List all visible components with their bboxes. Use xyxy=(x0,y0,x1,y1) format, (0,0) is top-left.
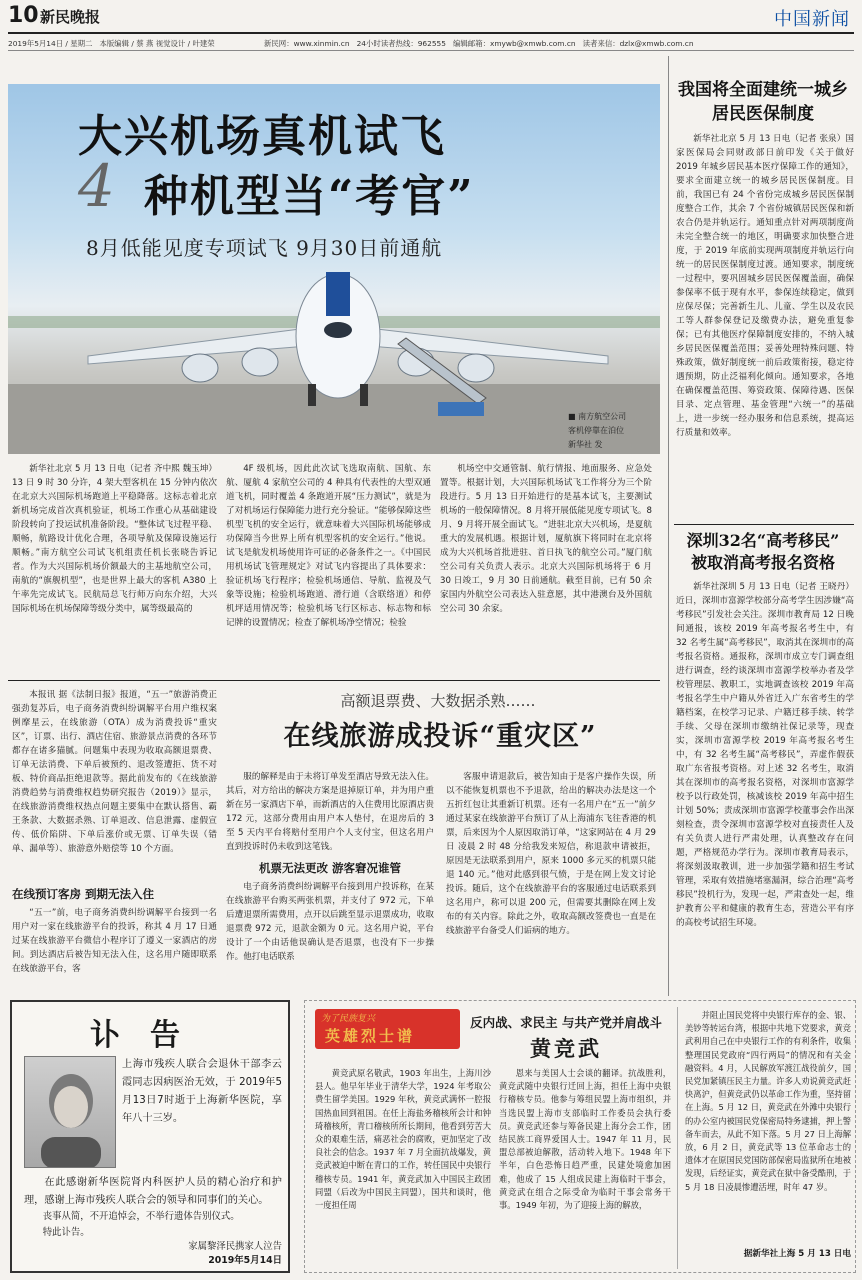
gaokao-title-line2: 被取消高考报名资格 xyxy=(690,553,835,572)
lead-photo xyxy=(8,84,660,454)
column-divider xyxy=(668,56,669,996)
obituary-signoff: 家属黎泽民携家人泣告 xyxy=(188,1241,282,1252)
hero-body-col2: 恩来与美国人士会谈的翻译。抗战胜利，黄竞武随中央银行迁回上海，担任上海中央银行稽核专员。他参与筹组民盟上海市组织，并当选民盟上海市支部临时工作委员会执行委员。黄竞武还参与筹备民建上海分会工作，团结民族工商界爱国人士。1947 年 11 月，民盟总部被迫解散，活动转入地下。1948 年下半年，白色恐怖日趋严重，民建处境愈加困难，他成了 15 人组成民建上海临时干事会，黄竞武在组合之际受命为临时干事会常务干事。1949 年初，为了迎接上海的解放， xyxy=(499,1068,671,1211)
editor-email: 编辑邮箱：xmywb@xmwb.com.cn xyxy=(453,39,576,48)
hero-kicker: 反内战、求民主 与共产党并肩战斗 xyxy=(470,1015,662,1030)
travel-body-col2-top: 服的解释是由于未将订单发至酒店导致无法入住。其后，对方给出的解决方案是退掉原订单，并为用户重新在另一家酒店下单，而新酒店的入住费用比原酒店贵 172 元，这部分费用由用户本人垫付，在退房后的 3 至 5 天内平台将赔付至用户个人支付宝，但这名用户直到投诉时仍未收到这笔钱。 xyxy=(226,772,434,852)
hero-name: 黄竞武 xyxy=(530,1036,602,1061)
obituary-body1: 上海市残疾人联合会退休干部李云霞同志因病医治无效，于 2019年5月13日7时逝于上海新华医院，享年八十三岁。 xyxy=(122,1059,282,1124)
travel-body-col1-top: 本报讯 据《法制日报》报道，“五一”旅游消费正强劲复苏后，电子商务消费纠纷调解平台用户维权案例摩星云，在线旅游（OTA）成为消费投诉“重灾区”，订票、出行、酒店住宿、旅游景点消费的各环节都存在诸多猫腻。问题集中表现为收取高额退票费、订单无法消费、下单后被预约、退改签遭拒、货不对板、特价商品拒绝退款等。据此前发布的《在线旅游消费趋势与消费维权趋势研究报告（2019）》显示，在线旅游消费维权热点问题主要集中在默认搭售、霸王条款、大数据杀熟、订单退改、信息泄露、虚假宣传、低价陷阱、下单后涨价或无票、订单失误（错单、漏单等）、旅游意外赔偿等 10 个方面。 xyxy=(12,690,217,854)
obituary-body2: 在此感谢新华医院肾内科医护人员的精心治疗和护理，感谢上海市残疾人联合会的领导和同事们的关心。 xyxy=(24,1177,282,1206)
hero-col-divider xyxy=(677,1007,678,1269)
medical-title: 我国将全面建统一城乡居民医保制度 xyxy=(678,80,848,124)
lead-body-col3: 机场空中交通管制、航行情报、地面服务、应急处置等。根据计划，大兴国际机场试飞工作将分为三个阶段进行。5 月 13 日开始进行的是基本试飞，主要测试机场的一般保障情况。8 月将开展低能见度专项试飞。8 月、9 月将开展全面试飞。“进驻北京大兴机场，是夏航重大的发展机遇。根据计划，厦航旗下将同时在北京将成为大兴机场首批进驻、首日执飞的航空公司。”厦门航空公司有关负责人表示。北京大兴国际机场将于 6 月 30 日竣工，9 月 30 日前通航。截至目前，已有 50 余家国内外航空公司表达入驻意愿，其中港澳台及外国航空公司 30 余家。 xyxy=(440,464,652,614)
section-title: 中国新闻 xyxy=(774,9,850,30)
obituary-body3: 丧事从简，不开追悼会，不举行遗体告别仪式。 xyxy=(42,1211,240,1222)
gaokao-body: 新华社深圳 5 月 13 日电（记者 王晓丹）近日，深圳市富源学校部分高考学生因涉嫌“高考移民”引发社会关注。深圳市教育局 12 日晚间通报，该校 2019 年高考报名考生中，有 32 名考生属“高考移民”，取消其在深圳市的高考报名资格。通报称，深圳市成立专门调查组进行调查，经约谈深圳市富源学校举办者及学校管理层、教职工，实地调查该校 2019 年高考报名学生中户籍从外省迁入广东省考生的学籍档案，在校学习记录、户籍迁移手续、转学手续、父母在深圳市缴纳社保记录等，现查实，深圳市富源学校 2019 年高考报名考生中，有 32 名考生属“高考移民”，弄虚作假获取广东省报考资格。对上述 32 名考生，取消其在深圳市的高考报名资格，对深圳市富源学校予以行政处罚，核减该校 2019 年高中招生计划 50%；责成深圳市富源学校董事会作出深刻检查，责令深圳市富源学校对直接责任人及有关负责人进行严肃处理，认真整改存在问题，严格规范办学行为。深圳市教育局表示，将深刻汲取教训，进一步加强学籍和招生考试管理，采取有效措施堵塞漏洞，综合治理“高考移民”投机行为，发现一起，严肃查处一起，维护教育公平和健康的教育生态，营造公平有序的高校考试招生环境。 xyxy=(676,582,854,928)
website: 新民网：www.xinmin.cn xyxy=(264,39,350,48)
hotline: 24小时读者热线：962555 xyxy=(356,39,446,48)
lead-body-col2: 4F 级机场，因此此次试飞选取南航、国航、东航、厦航 4 家航空公司的 4 种具有代表性的大型双通道飞机，同时覆盖 4 条跑道开展“压力测试”，就是为了对机场运行保障能力进行充分验证。“能够保障这些机型飞机的安全运行，就意味着大兴国际机场能够成功保障当今世界上所有机型客机的安全运行。”他说。试飞是航发机场使用许可证的必备条件之一。《中国民用机场试飞管理规定》对试飞内容提出了具体要求：验证机场飞行程序；检验机场通信、导航、监视及气象等设施；检验机场跑道、滑行道（含联络道）和停机坪适用情况等；检验机场飞行区标志、标志物和标记牌的设置情况；检查了解机场净空情况；检验 xyxy=(226,464,431,628)
gaokao-title-line1: 深圳32名“高考移民” xyxy=(686,531,840,550)
travel-body-col2-bottom: 电子商务消费纠纷调解平台接到用户投诉称，在某在线旅游平台购买两张机票，并支付了 972 元，下单后遭退票所需费用，点开以后跳至显示退票成功，收取退票费 972 元，退款金额为 0 元。这名用户说，平台设计了一个由话他误确认是否退票，也没有下一步操作。他打电话联系 xyxy=(226,882,434,962)
portrait-photo xyxy=(24,1056,116,1168)
masthead-rule xyxy=(8,32,854,34)
banner-line2: 英雄烈士谱 xyxy=(325,1027,416,1045)
hero-credit: 据新华社上海 5 月 13 日电 xyxy=(743,1249,851,1259)
banner-line1: 为了民族复兴 xyxy=(321,1014,376,1024)
photo-caption-line: 客机停靠在泊位 xyxy=(568,426,624,435)
obituary-date: 2019年5月14日 xyxy=(208,1255,282,1266)
travel-body-col1-bottom: “五一”前，电子商务消费纠纷调解平台接到一名用户对一家在线旅游平台的投诉，称其 4 月 17 日通过某在线旅游平台微信小程序订了遵义一家酒店的房间。到达酒店后被告知无法入住，这名用户随即联系在线旅游平台，客 xyxy=(12,908,217,974)
travel-title: 在线旅游成投诉“重灾区” xyxy=(283,721,597,752)
hero-body-col3: 并阻止国民党将中央银行库存的金、银、美钞等转运台湾，根据中共地下党要求，黄竞武利用自己在中央银行工作的有利条件，收集整理国民党政府“四行两局”的情况和有关金融资料。4 月，人民解放军渡江战役前夕，国民党加紧镇压民主力量。许多人劝说黄竞武赶快离沪，但黄竞武仍以革命工作为重，坚持留在上海。5 月 12 日，黄竞武在外滩中央银行的办公室内被国民党保密局特务逮捕，押上警备车而去，从此不知下落。5 月 27 日上海解放，6 月 2 日，黄竞武等 13 位革命志士的遗体才在原国民党国防部保密局监狱所在地被发现，后经证实，黄竞武在狱中备受酷刑，于 5 月 18 日凌晨惨遭活埋，时年 47 岁。 xyxy=(685,1010,851,1192)
hero-body-col1: 黄竞武原名敬武，1903 年出生，上海川沙县人。他早年毕业于清华大学，1924 年考取公费生留学美国。1929 年秋，黄竞武满怀一腔报国热血回到祖国。在任上海盐务稽核所会计和钟琦稽核所，青口稽核所所长期间，他看到劳苦大众的艰难生活，痛恶社会的腐败，更加坚定了改良社会的信念。1937 年 7 月全面抗战爆发，黄竞武被迫中断在青口的工作，转任国民中央银行稽核专员。1941 年，黄竞武加入中国民主政团同盟（后改为中国民主同盟），国共和谈时，他一度担任周 xyxy=(315,1068,491,1211)
gaokao-rule xyxy=(674,524,854,525)
photo-caption xyxy=(568,410,626,452)
lead-body-col1: 新华社北京 5 月 13 日电（记者 齐中熙 魏玉坤）13 日 9 时 30 分许，4 架大型客机在 15 分钟内依次在北京大兴国际机场跑道上平稳降落。这标志着北京新机场完成首次真机验证，机场工作重心从基础建设阶段转向了投运试机准备阶段。“整体试飞过程平稳、顺畅，航路设计优化合理，各项导航及保障设施运行顺畅。”南方航空公司试飞机组责任机长张晓告诉记者。作为大兴国际机场价额最大的主基地航空公司，南航的“旗舰机型”，也是世界上最大的客机 A380 上午率先完成试飞。民航局总飞行师万向东介绍，大兴国际机场在机场保障等级分类中，属等级最高的 xyxy=(12,464,217,614)
obituary-title: 讣告 xyxy=(90,1018,210,1053)
travel-subhead2: 机票无法更改 游客窘况谁管 xyxy=(258,861,401,875)
travel-body-col3: 客服申请退款后，被告知由于是客户操作失误，所以不能恢复机票也不予退款，给出的解决办法是这一个五折红包让其重新订机票。还有一名用户在“五一”前夕通过某家在线旅游平台预订了从上海浦东飞往香港的机票，后来因为个人原因取消订单，“这家网站在 4 月 29 日 凌晨 2 时 48 分给我发来短信，称退款申请被拒，原因是无法联系到用户，原来 1000 多元买的机票只能退 140 元。”他对此感到很气愤，于是在网上发文讨论投诉。随后，这个在线旅游平台的客服通过电话联系到这名用户，称可以退 200 元，但需要其删除在网上发布的有关内容。除此之外，收取高额改签费也一直是在线旅游平台备受人们诟病的地方。 xyxy=(446,772,656,936)
photo-caption-line: 新华社 发 xyxy=(568,440,603,449)
travel-rule xyxy=(8,680,660,681)
travel-kicker: 高额退票费、大数据杀熟…… xyxy=(340,692,536,710)
obituary-body4: 特此讣告。 xyxy=(42,1227,90,1238)
editors: 本版编辑 / 蔡 燕 视觉设计 / 叶建荣 xyxy=(99,39,215,48)
portrait-icon xyxy=(25,1057,116,1168)
travel-subhead1: 在线预订客房 到期无法入住 xyxy=(12,887,155,901)
lead-title-line2: 种机型当“考官” xyxy=(144,171,475,222)
meta-rule xyxy=(8,50,854,51)
heroes-banner xyxy=(315,1009,460,1049)
medical-body: 新华社北京 5 月 13 日电（记者 张泉）国家医保局会同财政部日前印发《关于做好 2019 年城乡居民基本医疗保障工作的通知》，要求全面建立统一的城乡居民医保制度。目前，我国已有 24 个省份完成城乡居民医保制度整合工作，其余 7 个省份城镇居民医保和新农合仍是并轨运行。通知重点针对两项制度尚未完全整合统一的地区，明确要求加快整合进度，于 2019 年底前实现两项制度并轨运行向统一的居民医保制度过渡。通知要求，制度统一过程中，要巩固城乡居民医保覆盖面，确保参保率不低于现有水平，参保连续稳定，做到应保尽保；完善新生儿、儿童、学生以及农民工等人群参保登记及缴费办法，避免重复参保；已有其他医疗保障制度安排的，不纳入城乡居民医保覆盖范围；妥善处理特殊问题、特殊政策，做好制度统一前后政策衔接，稳定待遇预期，防止泛福利化倾向。通知要求，各地在确保覆盖范围、筹资政策、保障待遇、医保目录、定点管理、基金管理“六统一”的基础上，进一步统一经办服务和信息系统，提高运行质量和效率。 xyxy=(676,134,854,438)
photo-caption-line: ■ 南方航空公司 xyxy=(568,412,627,421)
hero-feature-box xyxy=(304,1000,856,1273)
date-line: 2019年5月14日 / 星期二 xyxy=(8,39,93,48)
lead-title-line1: 大兴机场真机试飞 xyxy=(78,111,446,162)
meta-line xyxy=(8,38,854,49)
paper-name: 新民晚报 xyxy=(40,8,101,26)
lead-subtitle: 8月低能见度专项试飞 9月30日前通航 xyxy=(86,236,443,260)
reader-email: 读者来信：dzlx@xmwb.com.cn xyxy=(582,39,694,48)
lead-title-number: 4 xyxy=(78,152,115,220)
page-number: 10 xyxy=(8,3,39,28)
obituary-box xyxy=(10,1000,290,1273)
